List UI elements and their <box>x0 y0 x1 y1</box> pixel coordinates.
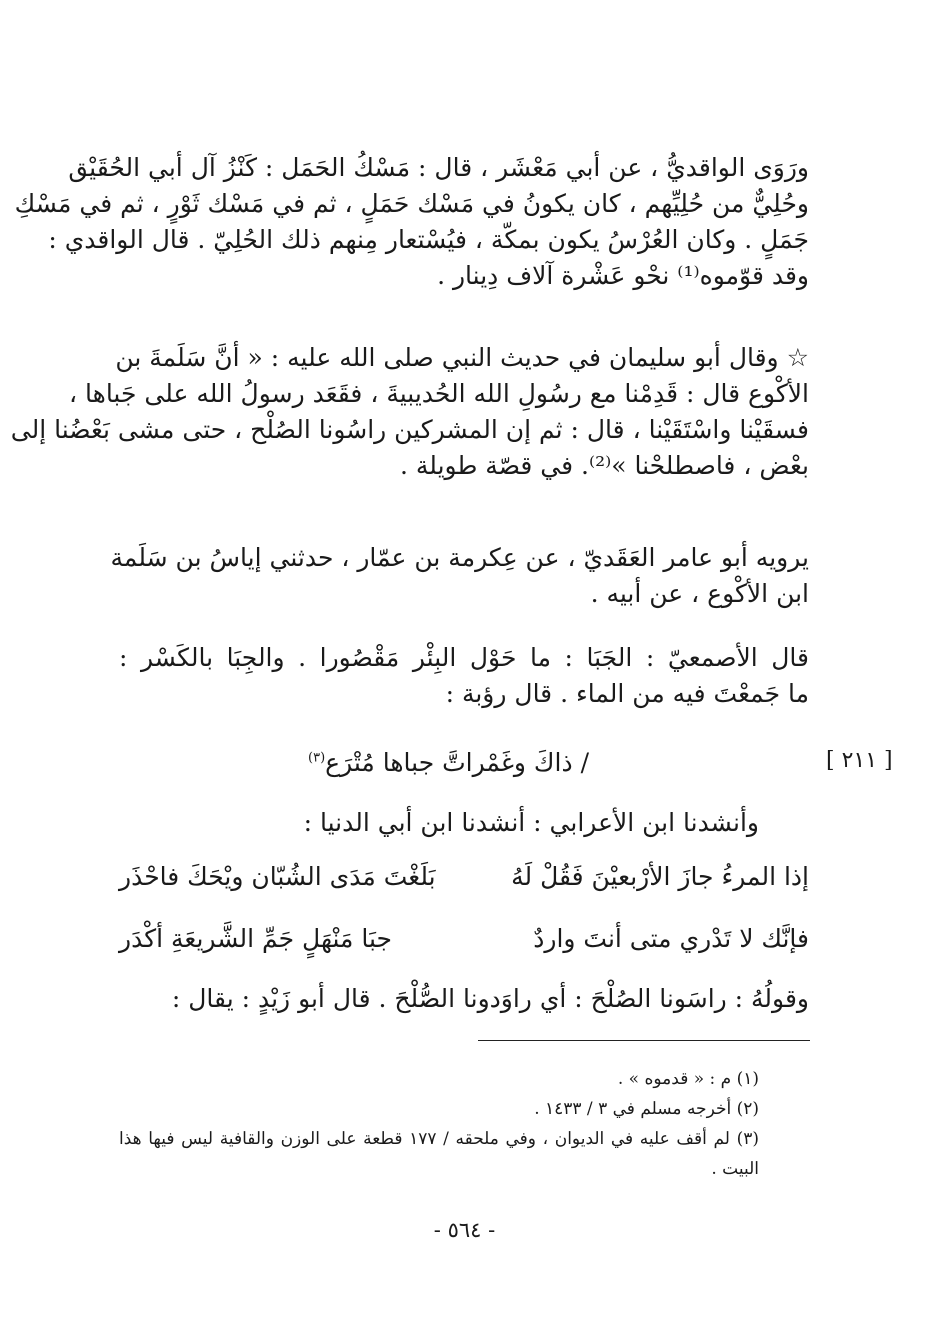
text-line: يرويه أبو عامر العَقَديّ ، عن عِكرمة بن عمّار ، حدثني إياسُ بن سَلَمة <box>110 543 809 572</box>
first-hemistich: فإنَّك لا تَدْري متى أنتَ واردٌ <box>533 924 809 953</box>
text-line: ☆ وقال أبو سليمان في حديث النبي صلى الله عليه : « أنَّ سَلَمةَ بن <box>115 343 809 372</box>
text-line: ما جَمعْتَ فيه من الماء . قال رؤبة : <box>445 679 809 708</box>
footnotes <box>119 1064 759 1184</box>
text-line: وقد قوّموه⁽¹⁾ نحْو عَشْرة آلاف دِينار . <box>437 261 809 290</box>
verse-ruba <box>308 748 589 777</box>
paragraph-rasuna: وقولُهُ : راسَونا الصُلْحَ : أي راوَدونا الصُّلْحَ . قال أبو زَيْدٍ : يقال : <box>171 984 809 1013</box>
text-line: جَمَلٍ . وكان العُرْسُ يكون بمكّة ، فيُسْتعار مِنهم ذلك الحُلِيّ . قال الواقدي : <box>48 225 809 254</box>
paragraph-isnad <box>110 540 809 612</box>
paragraph-asmai <box>119 640 809 712</box>
footnote: (٢) أخرجه مسلم في ٣ / ١٤٣٣ . <box>534 1099 759 1119</box>
footnote: (٣) لم أقف عليه في الديوان ، وفي ملحقه / ١٧٧ قطعة على الوزن والقافية ليس فيها هذا البيت . <box>119 1129 759 1179</box>
first-hemistich: إذا المرءُ جازَ الأرْبعيْنَ فَقُلْ لَهُ <box>511 862 809 891</box>
page-number: - ٥٦٤ - <box>433 1218 496 1242</box>
text-line: ورَوَى الواقديُّ ، عن أبي مَعْشَر ، قال : مَسْكُ الحَمَل : كَنْزُ آل أبي الحُقَيْق <box>68 153 809 182</box>
second-hemistich: بَلَغْتَ مَدَى الشُبّان ويْحَكَ فاحْذَر <box>119 862 436 891</box>
second-hemistich: جبَا مَنْهَلٍ جَمِّ الشَّريعَةِ أكْدَر <box>119 924 393 953</box>
paragraph-hadith <box>10 340 809 484</box>
verse-text: / ذاكَ وغَمْراتَّ جباها مُتْرَع <box>325 748 589 777</box>
text-line: الأكْوع قال : قَدِمْنا مع رسُولِ الله الحُديبيةَ ، فقَعَد رسولُ الله على جَباها ، <box>69 379 809 408</box>
margin-page-reference: [ ٢١١ ] <box>826 748 893 773</box>
verse-intro: وأنشدنا ابن الأعرابي : أنشدنا ابن أبي الدنيا : <box>303 808 759 837</box>
paragraph-waqidi <box>14 150 809 294</box>
text-line: قال الأصمعيّ : الجَبَا : ما حَوْل البِئْر مَقْصُورا . والجِبَا بالكَسْر : <box>119 643 809 672</box>
footnote-divider <box>478 1040 810 1041</box>
text-line: وحُلِيٌّ من حُلِيِّهم ، كان يكونُ في مَسْك حَمَلٍ ، ثم في مَسْك ثَوْرٍ ، ثم في مَسْكِ <box>14 189 809 218</box>
couplet <box>119 862 809 902</box>
couplet <box>119 924 809 964</box>
footnote-ref: (٣) <box>308 750 326 766</box>
text-line: بعْض ، فاصطلحْنا »⁽²⁾. في قصّة طويلة . <box>400 451 809 480</box>
text-line: ابن الأكْوع ، عن أبيه . <box>590 579 809 608</box>
footnote: (١) م : « قدموه » . <box>617 1069 759 1089</box>
text-line: فسقَيْنا واسْتَقَيْنا ، قال : ثم إن المشركين راسُونا الصُلْح ، حتى مشى بَعْضُنا إلى <box>10 415 809 444</box>
